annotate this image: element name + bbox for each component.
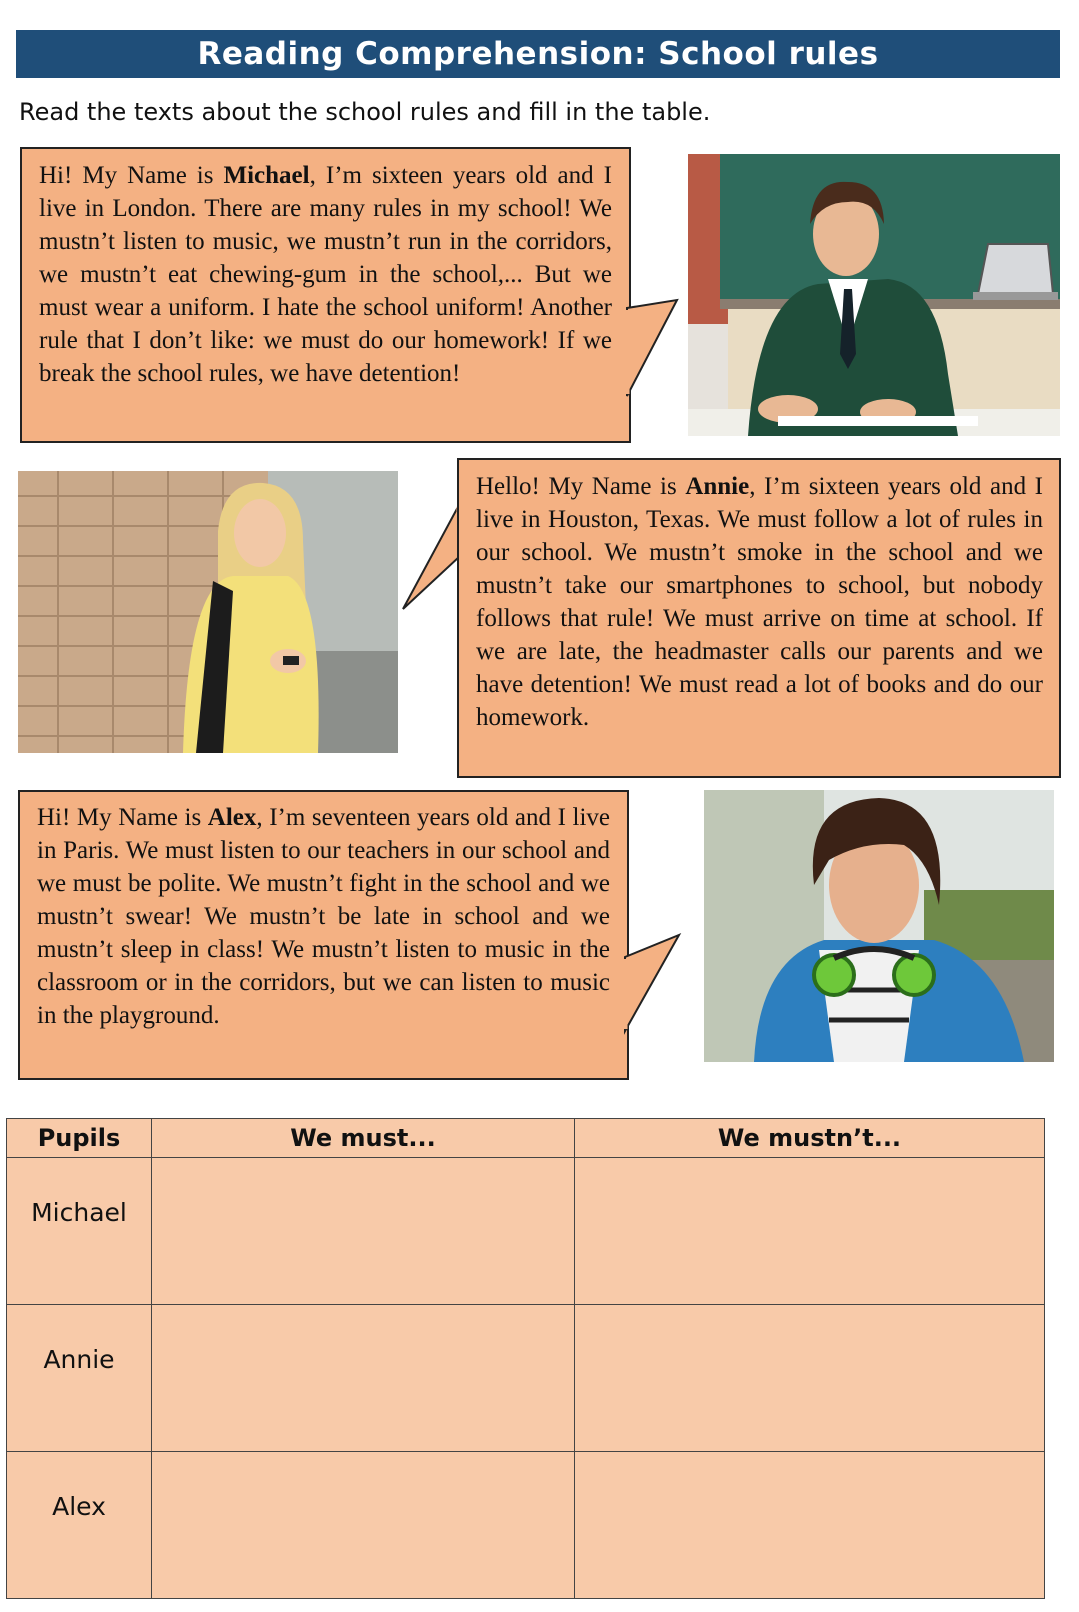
bubble-text: Hi! My Name is Michael, I’m sixteen years old and I live in London. There are many rules in my school! We mustn’t listen to music, we mustn’t run in the corridors, we mustn’t eat chewing-gum in the school,... But we must wear a uniform. I hate the school uniform! Another rule that I don’t like: we must do our homework! If we break the school rules, we have detention! (39, 162, 613, 387)
must-answer-cell[interactable] (152, 1305, 575, 1452)
speech-bubble-alex (18, 790, 629, 1080)
column-header-we-must: We must... (152, 1119, 575, 1158)
bubble-tail (627, 300, 682, 400)
mustnt-answer-cell[interactable] (575, 1452, 1045, 1599)
mustnt-answer-cell[interactable] (575, 1305, 1045, 1452)
pupil-cell: Michael (7, 1158, 152, 1305)
bubble-text: Hi! My Name is Alex, I’m seventeen years old and I live in Paris. We must listen to our teachers in our school and we must be polite. We mustn’t fight in the school and we mustn’t swear! We mustn’t be late in school and we mustn’t sleep in class! We mustn’t listen to music in the classroom or in the corridors, but we can listen to music in the playground. (37, 804, 611, 1029)
column-header-pupils: Pupils (7, 1119, 152, 1158)
pupil-name: Alex (207, 804, 257, 831)
table-header-row (7, 1119, 1045, 1158)
speech-bubble-michael (20, 147, 631, 443)
bubble-tail (625, 935, 683, 1035)
must-answer-cell[interactable] (152, 1452, 575, 1599)
speech-bubble-annie (457, 458, 1061, 778)
photo-annie (18, 471, 398, 753)
photo-alex (704, 790, 1054, 1062)
table-row (7, 1452, 1045, 1599)
column-header-we-mustnt: We mustn’t... (575, 1119, 1045, 1158)
rules-table (6, 1118, 1044, 1599)
pupil-cell: Alex (7, 1452, 152, 1599)
table-row (7, 1305, 1045, 1452)
photo-michael (688, 154, 1060, 436)
pupil-cell: Annie (7, 1305, 152, 1452)
pupil-name: Annie (685, 473, 750, 500)
pupil-name: Michael (223, 162, 310, 189)
table-row (7, 1158, 1045, 1305)
mustnt-answer-cell[interactable] (575, 1158, 1045, 1305)
must-answer-cell[interactable] (152, 1158, 575, 1305)
page-title: Reading Comprehension: School rules (16, 30, 1060, 78)
bubble-text: Hello! My Name is Annie, I’m sixteen years old and I live in Houston, Texas. We must follow a lot of rules in our school. We mustn’t smoke in the school and we mustn’t take our smartphones to school, but nobody follows that rule! We must arrive on time at school. If we are late, the headmaster calls our parents and we have detention! We must read a lot of books and do our homework. (476, 473, 1043, 731)
bubble-tail (403, 505, 461, 615)
instruction-text: Read the texts about the school rules and fill in the table. (19, 98, 711, 126)
